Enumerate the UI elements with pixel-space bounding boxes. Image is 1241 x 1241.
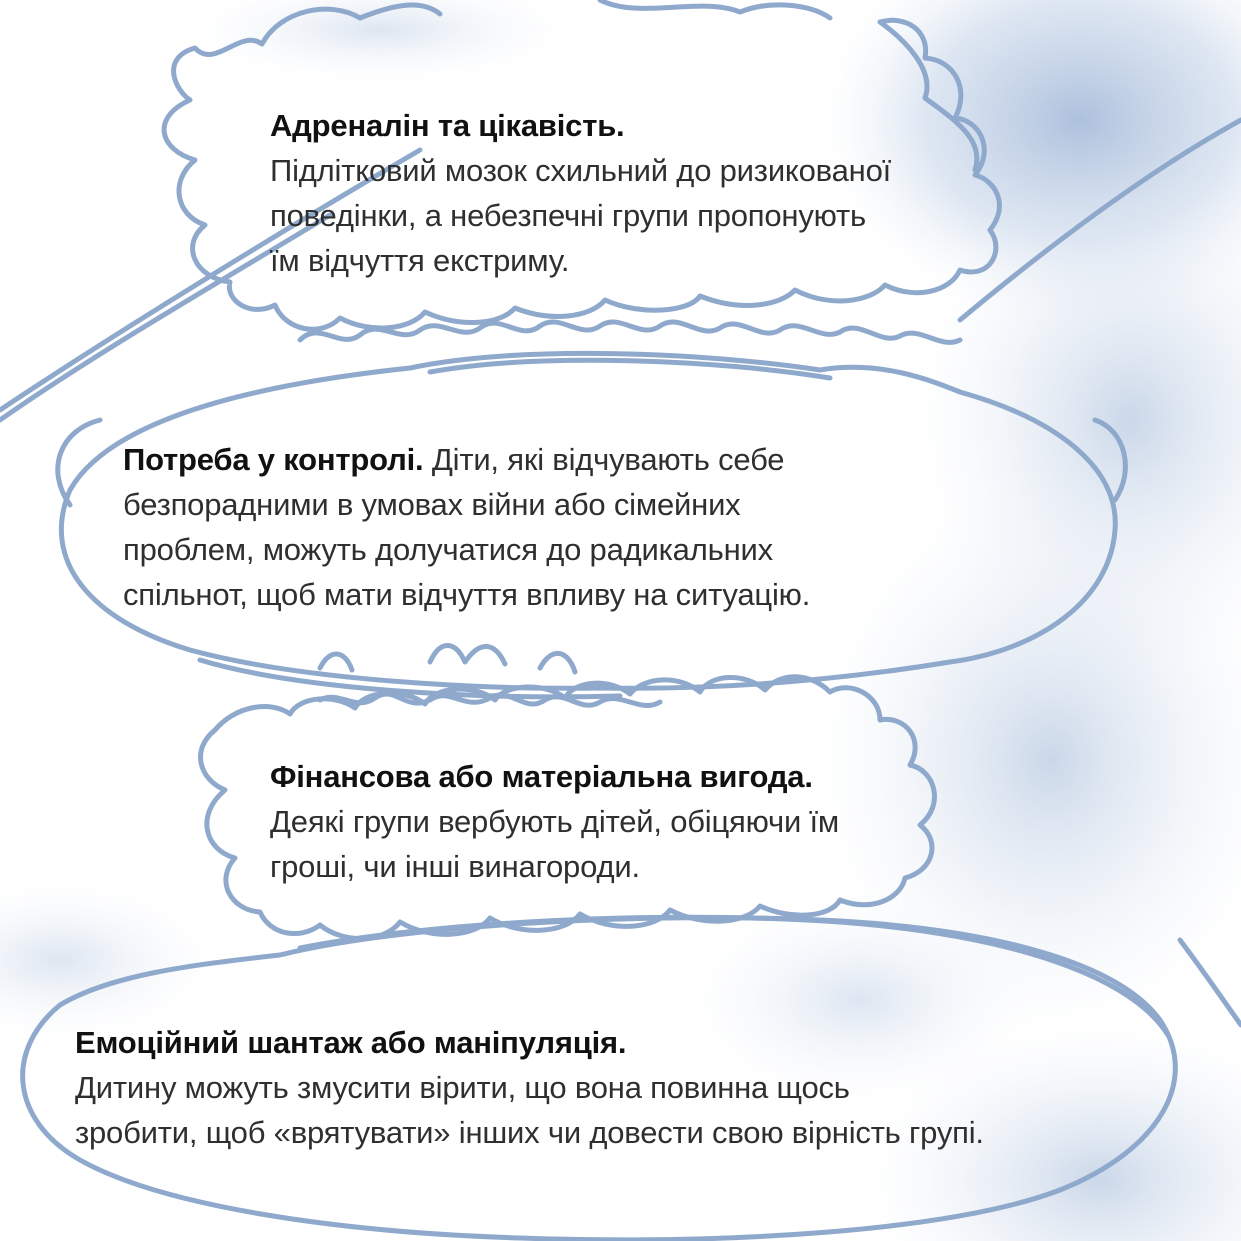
reason-text-line: Діти, які відчувають себе: [423, 442, 785, 477]
reason-block-financial: [270, 754, 990, 889]
reason-title: Адреналін та цікавість.: [270, 108, 625, 143]
reason-text-line: Деякі групи вербують дітей, обіцяючи їм: [270, 804, 840, 839]
thought-bubble-outline: [320, 646, 575, 673]
reason-text-line: поведінки, а небезпечні групи пропонують: [270, 198, 866, 233]
reason-text-line: Підлітковий мозок схильний до ризикованої: [270, 153, 892, 188]
reason-text-line: їм відчуття екстриму.: [270, 243, 570, 278]
reason-text-line: спільнот, щоб мати відчуття впливу на ситуацію.: [123, 577, 811, 612]
reason-title: Потреба у контролі.: [123, 442, 424, 477]
reason-text-line: безпорадними в умовах війни або сімейних: [123, 487, 741, 522]
reason-text-line: Дитину можуть змусити вірити, що вона повинна щось: [75, 1070, 850, 1105]
reason-text-line: гроші, чи інші винагороди.: [270, 849, 640, 884]
reason-text-line: зробити, щоб «врятувати» інших чи довести свою вірність групі.: [75, 1115, 984, 1150]
reason-title: Фінансова або матеріальна вигода.: [270, 759, 813, 794]
reason-title: Емоційний шантаж або маніпуляція.: [75, 1025, 627, 1060]
reason-block-control: [123, 437, 983, 617]
reason-block-manipulation: [75, 1020, 1195, 1155]
watercolor-wash: [160, 0, 600, 90]
reason-text-line: проблем, можуть долучатися до радикальних: [123, 532, 773, 567]
reason-block-adrenaline: [270, 103, 1070, 283]
